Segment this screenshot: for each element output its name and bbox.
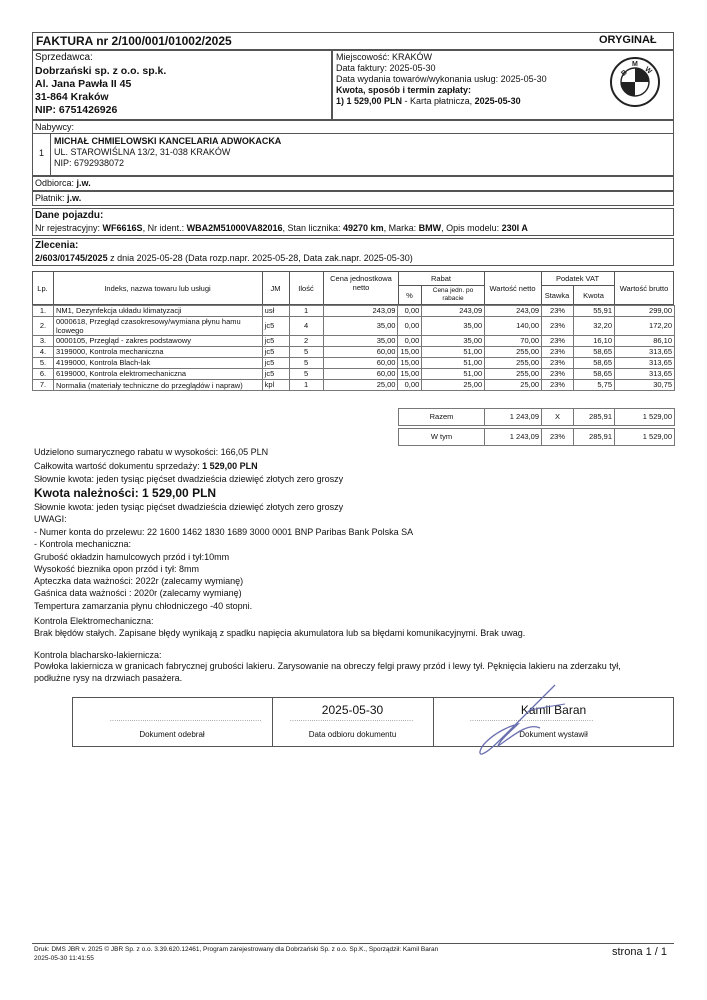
of-which-row — [399, 429, 675, 446]
cell-price: 243,09 — [323, 306, 398, 317]
seller-label: Sprzedawca: — [35, 52, 93, 63]
cell-jm: jc5 — [262, 336, 289, 347]
payment-due-date: 2025-05-30 — [474, 96, 521, 106]
buyer-number: 1 — [39, 148, 45, 158]
cell-gross: 313,65 — [615, 358, 675, 369]
table-row — [33, 380, 675, 391]
th-vat-amount: Kwota — [583, 291, 604, 300]
invoice-title: FAKTURA nr 2/100/001/01002/2025 — [36, 34, 232, 48]
cell-lp: 3. — [33, 336, 54, 347]
total-net: 1 243,09 — [485, 409, 542, 426]
payer-label: Płatnik: — [35, 193, 65, 203]
cell-qty: 5 — [289, 358, 323, 369]
footer-line-1: Druk: DMS JBR v. 2025 © JBR Sp. z o.o. 3.39.620.12461, Program zarejestrowany dla Dobrzański Sp. z o.o. Sp.K., Sporządził: Kamil Baran — [34, 946, 439, 953]
logo-letter-m: M — [632, 61, 638, 68]
cell-price: 35,00 — [323, 336, 398, 347]
th-net: Wartość netto — [489, 284, 536, 293]
cell-rate: 23% — [542, 347, 574, 358]
payment-method: - Karta płatnicza, — [402, 96, 475, 106]
cell-qty: 1 — [289, 380, 323, 391]
buyer-name: MICHAŁ CHMIELOWSKI KANCELARIA ADWOKACKA — [54, 136, 282, 146]
dots-3: ......................................................... — [470, 717, 594, 723]
invoice-place: Miejscowość: KRAKÓW — [336, 52, 433, 62]
body-title: Kontrola blacharsko-lakiernicza: — [34, 650, 162, 660]
payer-line — [35, 193, 81, 203]
copy-label: ORYGINAŁ — [599, 34, 657, 46]
cell-name: 3199000, Kontrola mechaniczna — [53, 347, 262, 358]
cell-pct: 0,00 — [398, 380, 422, 391]
cell-rate: 23% — [542, 369, 574, 380]
cell-jm: usł — [262, 306, 289, 317]
th-vat-rate: Stawka — [544, 291, 570, 300]
table-row — [33, 369, 675, 380]
cell-vat: 16,10 — [574, 336, 615, 347]
recipient-label: Odbiorca: — [35, 178, 75, 188]
cell-pct: 0,00 — [398, 317, 422, 336]
items-table — [32, 305, 675, 391]
vehicle-model: 230I A — [501, 223, 528, 233]
payment-line — [336, 96, 521, 106]
cell-price: 60,00 — [323, 358, 398, 369]
invoice-date: Data faktury: 2025-05-30 — [336, 63, 436, 73]
cell-after: 243,09 — [422, 306, 485, 317]
total-vat: 285,91 — [574, 409, 615, 426]
order-line — [35, 253, 413, 263]
delivery-date: Data wydania towarów/wykonania usług: 2025-05-30 — [336, 74, 547, 84]
note-line: Gaśnica data ważności : 2020r (zalecamy wymianę) — [34, 588, 242, 599]
table-row — [33, 336, 675, 347]
cell-net: 243,09 — [485, 306, 542, 317]
discount-summary: Udzielono sumarycznego rabatu w wysokości: 166,05 PLN — [34, 447, 269, 457]
cell-lp: 4. — [33, 347, 54, 358]
payment-label: Kwota, sposób i termin zapłaty: — [336, 85, 472, 95]
vehicle-label: Dane pojazdu: — [35, 210, 104, 221]
total-label: Razem — [399, 409, 485, 426]
th-discount-price: Cena jedn. po rabacie — [432, 287, 474, 302]
th-unit-price: Cena jednostkowa netto — [330, 274, 392, 292]
vehicle-meter: 49270 km — [343, 223, 384, 233]
buyer-address: UL. STAROWIŚLNA 13/2, 31-038 KRAKÓW — [54, 147, 231, 157]
cell-rate: 23% — [542, 380, 574, 391]
of-which-net: 1 243,09 — [485, 429, 542, 446]
payer-box — [32, 191, 674, 206]
cell-name: 4199000, Kontrola Blach-lak — [53, 358, 262, 369]
issued-label: Dokument wystawił — [519, 730, 588, 739]
cell-price: 60,00 — [323, 369, 398, 380]
cell-net: 140,00 — [485, 317, 542, 336]
vehicle-meter-label: , Stan licznika: — [282, 223, 341, 233]
logo-letter-b: B — [620, 69, 629, 78]
amount-words-1: Słownie kwota: jeden tysiąc pięćset dwadzieścia dziewięć złotych zero groszy — [34, 474, 344, 484]
cell-pct: 15,00 — [398, 347, 422, 358]
cell-lp: 5. — [33, 358, 54, 369]
vehicle-model-label: , Opis modelu: — [441, 223, 500, 233]
cell-qty: 5 — [289, 369, 323, 380]
cell-name: 0000618, Przegląd czasokresowy/wymiana płynu hamu lcowego — [53, 317, 262, 336]
total-summary — [34, 461, 258, 471]
cell-jm: jc5 — [262, 369, 289, 380]
th-qty: Ilość — [298, 284, 314, 293]
cell-name: NM1, Dezynfekcja układu klimatyzacji — [53, 306, 262, 317]
cell-net: 255,00 — [485, 347, 542, 358]
total-row — [399, 409, 675, 426]
vehicle-ident: WBA2M51000VA82016 — [186, 223, 283, 233]
cell-gross: 30,75 — [615, 380, 675, 391]
cell-price: 60,00 — [323, 347, 398, 358]
buyer-label: Nabywcy: — [35, 122, 75, 132]
cell-jm: jc5 — [262, 347, 289, 358]
seller-street: Al. Jana Pawła II 45 — [35, 78, 132, 90]
recipient-box — [32, 176, 674, 191]
received-label: Dokument odebrał — [139, 730, 205, 739]
th-discount: Rabat — [430, 274, 451, 283]
buyer-nip: NIP: 6792938072 — [54, 158, 125, 168]
cell-gross: 172,20 — [615, 317, 675, 336]
of-which-label: W tym — [399, 429, 485, 446]
cell-after: 25,00 — [422, 380, 485, 391]
cell-pct: 15,00 — [398, 369, 422, 380]
cell-vat: 58,65 — [574, 369, 615, 380]
note-line: Grubość okładzin hamulcowych przód i tył:10mm — [34, 551, 230, 562]
cell-after: 35,00 — [422, 336, 485, 347]
cell-lp: 6. — [33, 369, 54, 380]
table-row — [33, 347, 675, 358]
of-which-vat: 285,91 — [574, 429, 615, 446]
cell-net: 255,00 — [485, 358, 542, 369]
table-row — [33, 358, 675, 369]
cell-vat: 58,65 — [574, 358, 615, 369]
total-summary-label: Całkowita wartość dokumentu sprzedaży: — [34, 461, 203, 471]
electro-text: Brak błędów stałych. Zapisane błędy wynikają z spadku napięcia akumulatora lub sa błędami komunikacyjnymi. Brak uwag. — [34, 628, 526, 638]
th-discount-pct: % — [406, 291, 413, 300]
of-which-rate: 23% — [542, 429, 574, 446]
logo-letter-w: W — [643, 65, 653, 76]
th-vat: Podatek VAT — [555, 274, 600, 283]
note-line: Wysokość bieznika opon przód i tył: 8mm — [34, 563, 199, 574]
electro-title: Kontrola Elektromechaniczna: — [34, 616, 154, 626]
recipient-line — [35, 178, 91, 188]
note-line: - Kontrola mechaniczna: — [34, 539, 132, 550]
cell-net: 255,00 — [485, 369, 542, 380]
table-row — [33, 306, 675, 317]
cell-price: 25,00 — [323, 380, 398, 391]
vehicle-make: BMW — [418, 223, 442, 233]
cell-name: Normalia (materiały techniczne do przeglądów i napraw) — [53, 380, 262, 391]
cell-qty: 1 — [289, 306, 323, 317]
note-line: - Numer konta do przelewu: 22 1600 1462 1830 1689 3000 0001 BNP Paribas Bank Polska SA — [34, 527, 414, 537]
order-number: 2/603/01745/2025 — [35, 253, 108, 263]
cell-vat: 55,91 — [574, 306, 615, 317]
payer-value: j.w. — [67, 193, 82, 203]
notes-label: UWAGI: — [34, 514, 67, 524]
cell-rate: 23% — [542, 317, 574, 336]
cell-after: 51,00 — [422, 369, 485, 380]
cell-after: 51,00 — [422, 347, 485, 358]
bmw-logo-icon — [609, 56, 661, 108]
amount-words-2: Słownie kwota: jeden tysiąc pięćset dwadzieścia dziewięć złotych zero groszy — [34, 502, 344, 512]
cell-rate: 23% — [542, 336, 574, 347]
order-label: Zlecenia: — [35, 240, 79, 251]
handwritten-signature — [470, 680, 580, 760]
cell-net: 25,00 — [485, 380, 542, 391]
cell-jm: jc5 — [262, 358, 289, 369]
total-gross: 1 529,00 — [615, 409, 675, 426]
cell-lp: 1. — [33, 306, 54, 317]
vehicle-details — [35, 223, 528, 233]
notes-list — [34, 526, 413, 612]
amount-due: Kwota należności: 1 529,00 PLN — [34, 486, 217, 500]
order-dates: z dnia 2025-05-28 (Data rozp.napr. 2025-05-28, Data zak.napr. 2025-05-30) — [107, 253, 413, 263]
cell-net: 70,00 — [485, 336, 542, 347]
cell-gross: 313,65 — [615, 347, 675, 358]
total-rate: X — [542, 409, 574, 426]
footer-line-2: 2025-05-30 11:41:55 — [34, 955, 94, 962]
body-text-2: podłużne rysy na drzwiach pasażera. — [34, 673, 183, 683]
cell-gross: 86,10 — [615, 336, 675, 347]
cell-qty: 2 — [289, 336, 323, 347]
vehicle-reg: WF6616S — [102, 223, 143, 233]
cell-jm: kpl — [262, 380, 289, 391]
seller-nip: NIP: 6751426926 — [35, 104, 118, 116]
cell-price: 35,00 — [323, 317, 398, 336]
totals-table — [398, 408, 675, 446]
th-name: Indeks, nazwa towaru lub usługi — [104, 284, 211, 293]
dots-2: ......................................................... — [290, 717, 414, 723]
cell-name: 0000105, Przegląd - zakres podstawowy — [53, 336, 262, 347]
table-row — [33, 317, 675, 336]
of-which-gross: 1 529,00 — [615, 429, 675, 446]
vehicle-ident-label: , Nr ident.: — [142, 223, 185, 233]
seller-name: Dobrzański sp. z o.o. sp.k. — [35, 65, 167, 77]
issuer-name: Kamil Baran — [520, 703, 587, 717]
th-lp: Lp. — [37, 284, 48, 293]
cell-qty: 4 — [289, 317, 323, 336]
cell-gross: 313,65 — [615, 369, 675, 380]
page-number: strona 1 / 1 — [612, 946, 668, 958]
cell-name: 6199000, Kontrola elektromechaniczna — [53, 369, 262, 380]
cell-vat: 5,75 — [574, 380, 615, 391]
cell-gross: 299,00 — [615, 306, 675, 317]
vehicle-reg-label: Nr rejestracyjny: — [35, 223, 101, 233]
payment-amount: 1) 1 529,00 PLN — [336, 96, 403, 106]
body-text-1: Powłoka lakiernicza w granicach fabrycznej grubości lakieru. Zarysowanie na obreczy felgi prawy przód i lewy tył. Pęknięcia lakieru na zderzaku tył, — [34, 661, 621, 671]
cell-lp: 2. — [33, 317, 54, 336]
receipt-date: 2025-05-30 — [321, 703, 384, 717]
cell-jm: jc5 — [262, 317, 289, 336]
cell-qty: 5 — [289, 347, 323, 358]
cell-rate: 23% — [542, 306, 574, 317]
cell-pct: 15,00 — [398, 358, 422, 369]
cell-rate: 23% — [542, 358, 574, 369]
vehicle-make-label: , Marka: — [383, 223, 417, 233]
cell-lp: 7. — [33, 380, 54, 391]
cell-pct: 0,00 — [398, 336, 422, 347]
total-summary-value: 1 529,00 PLN — [202, 461, 258, 471]
note-line: Apteczka data ważności: 2022r (zalecamy wymianę) — [34, 576, 244, 587]
th-gross: Wartość brutto — [619, 284, 669, 293]
th-jm: JM — [270, 284, 281, 293]
note-line: Tempertura zamarzania płynu chłodniczego -40 stopni. — [34, 600, 253, 611]
dots-1: ...................................................................... — [110, 717, 262, 723]
cell-pct: 0,00 — [398, 306, 422, 317]
cell-vat: 58,65 — [574, 347, 615, 358]
seller-city: 31-864 Kraków — [35, 91, 109, 103]
receipt-date-label: Data odbioru dokumentu — [308, 730, 397, 739]
cell-vat: 32,20 — [574, 317, 615, 336]
cell-after: 51,00 — [422, 358, 485, 369]
cell-after: 35,00 — [422, 317, 485, 336]
recipient-value: j.w. — [76, 178, 91, 188]
